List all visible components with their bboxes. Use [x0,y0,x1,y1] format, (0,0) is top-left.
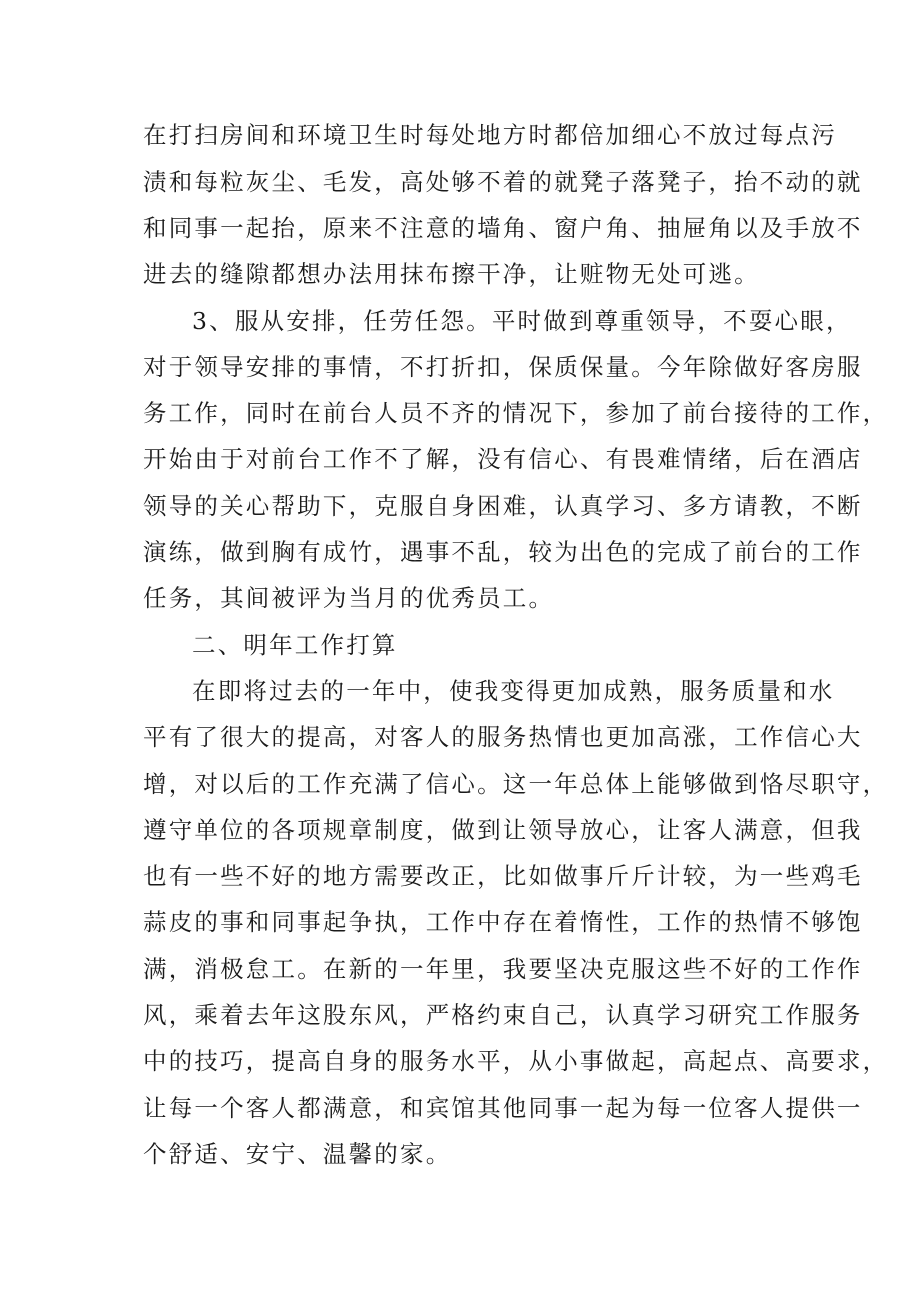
text-line: 演练，做到胸有成竹，遇事不乱，较为出色的完成了前台的工作 [143,538,863,566]
text-line: 在打扫房间和环境卫生时每处地方时都倍加细心不放过每点污 [143,121,837,149]
text-line: 满，消极怠工。在新的一年里，我要坚决克服这些不好的工作作 [143,955,863,983]
text-line: 让每一个客人都满意，和宾馆其他同事一起为每一位客人提供一 [143,1094,863,1122]
text-line: 领导的关心帮助下，克服自身困难，认真学习、多方请教，不断 [143,492,863,520]
text-line: 平有了很大的提高，对客人的服务热情也更加高涨，工作信心大 [143,723,863,751]
section-heading: 二、明年工作打算 [192,631,398,659]
text-line: 遵守单位的各项规章制度，做到让领导放心，让客人满意，但我 [143,816,863,844]
text-line: 对于领导安排的事情，不打折扣，保质保量。今年除做好客房服 [143,353,863,381]
text-line: 风，乘着去年这股东风，严格约束自己，认真学习研究工作服务 [143,1001,863,1029]
text-line: 务工作，同时在前台人员不齐的情况下，参加了前台接待的工作， [143,399,889,427]
text-line: 进去的缝隙都想办法用抹布擦干净，让赃物无处可逃。 [143,260,760,288]
text-line: 增，对以后的工作充满了信心。这一年总体上能够做到恪尽职守， [143,770,889,798]
text-line: 渍和每粒灰尘、毛发，高处够不着的就凳子落凳子，抬不动的就 [143,168,863,196]
text-line: 在即将过去的一年中，使我变得更加成熟，服务质量和水 [192,677,835,705]
text-line: 3、服从安排，任劳任怨。平时做到尊重领导，不耍心眼， [192,307,852,335]
text-line: 也有一些不好的地方需要改正，比如做事斤斤计较，为一些鸡毛 [143,862,863,890]
text-line: 个舒适、安宁、温馨的家。 [143,1140,452,1168]
text-line: 蒜皮的事和同事起争执，工作中存在着惰性，工作的热情不够饱 [143,908,863,936]
text-line: 任务，其间被评为当月的优秀员工。 [143,584,555,612]
text-line: 中的技巧，提高自身的服务水平，从小事做起，高起点、高要求， [143,1047,889,1075]
text-line: 和同事一起抬，原来不注意的墙角、窗户角、抽屉角以及手放不 [143,214,863,242]
text-line: 开始由于对前台工作不了解，没有信心、有畏难情绪，后在酒店 [143,445,863,473]
